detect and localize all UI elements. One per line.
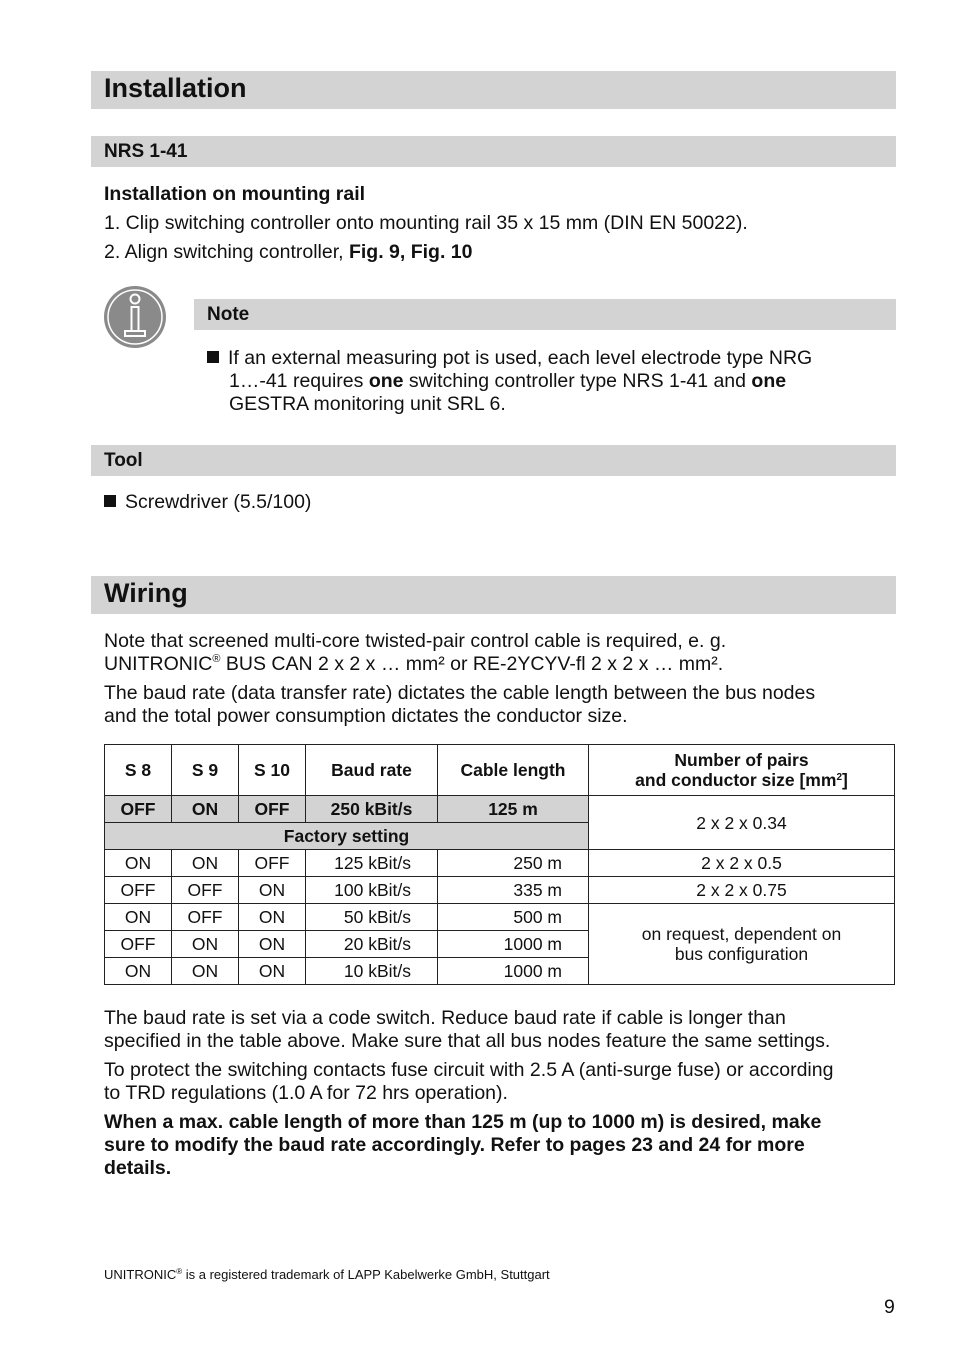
table-cell: ON [172,958,239,985]
table-cell: 125 m [438,796,589,823]
note-line-2: 1…-41 requires one switching controller type NRS 1-41 and one [229,370,787,392]
page-number: 9 [884,1296,895,1318]
rail-title: Installation on mounting rail [104,183,366,205]
table-cell: 250 kBit/s [306,796,438,823]
bullet-square-icon [104,495,116,507]
table-cell: 100 kBit/s [306,877,438,904]
table-cell: ON [172,796,239,823]
wiring-para-1-line-1: Note that screened multi-core twisted-pair control cable is required, e. g. [104,630,727,652]
table-row [105,850,895,877]
info-icon [103,285,167,349]
table-cell: OFF [239,796,306,823]
wiring-para-3-line-1: The baud rate is set via a code switch. Reduce baud rate if cable is longer than [104,1007,786,1029]
table-cell: ON [239,904,306,931]
table-cell: 10 kBit/s [306,958,438,985]
installation-heading-bar [91,71,896,109]
table-cell: 50 kBit/s [306,904,438,931]
table-cell: 1000 m [438,931,589,958]
wiring-warning-line-2: sure to modify the baud rate accordingly. Refer to pages 23 and 24 for more [104,1134,805,1156]
table-cell: OFF [105,877,172,904]
note-line-1: If an external measuring pot is used, each level electrode type NRG [207,347,812,370]
step-1: 1. Clip switching controller onto mounting rail 35 x 15 mm (DIN EN 50022). [104,212,748,234]
table-cell: 250 m [438,850,589,877]
step-2 [104,241,473,264]
step-2-text: 2. Align switching controller, [104,241,349,263]
wiring-para-1-line-2: UNITRONIC® BUS CAN 2 x 2 x … mm² or RE-2YCYV-fl 2 x 2 x … mm². [104,653,724,675]
wiring-para-4-line-2: to TRD regulations (1.0 A for 72 hrs operation). [104,1082,508,1104]
step-2-figure-ref: Fig. 9, Fig. 10 [348,241,473,263]
factory-setting-label: Factory setting [105,823,589,850]
note-heading: Note [207,304,250,325]
table-row-factory [105,796,895,823]
tool-heading-bar [91,445,896,476]
installation-heading: Installation [104,73,247,103]
table-cell: OFF [105,931,172,958]
bullet-square-icon [207,351,219,363]
table-cell: ON [239,877,306,904]
wiring-para-2-line-1: The baud rate (data transfer rate) dictates the cable length between the bus nodes [104,682,816,704]
table-row [105,877,895,904]
header-cell: S 10 [239,745,306,796]
table-cell: OFF [172,904,239,931]
table-cell-size: 2 x 2 x 0.5 [589,850,895,877]
table-cell: OFF [172,877,239,904]
trademark-footnote: UNITRONIC® is a registered trademark of LAPP Kabelwerke GmbH, Stuttgart [104,1267,550,1282]
table-cell: 335 m [438,877,589,904]
header-cell: S 9 [172,745,239,796]
baud-rate-table [104,744,895,985]
table-cell: ON [105,958,172,985]
table-cell: 1000 m [438,958,589,985]
tool-heading: Tool [104,450,143,471]
table-cell: 125 kBit/s [306,850,438,877]
nrs-heading-bar [91,136,896,167]
table-cell: ON [105,904,172,931]
wiring-warning-line-1: When a max. cable length of more than 125 m (up to 1000 m) is desired, make [104,1111,822,1133]
table-cell: ON [172,931,239,958]
table-cell: ON [239,958,306,985]
table-row [105,904,895,931]
nrs-heading: NRS 1-41 [104,141,188,162]
wiring-para-3-line-2: specified in the table above. Make sure that all bus nodes feature the same settings. [104,1030,831,1052]
note-line-3: GESTRA monitoring unit SRL 6. [229,393,506,415]
table-cell: 500 m [438,904,589,931]
table-cell: OFF [239,850,306,877]
table-cell: 20 kBit/s [306,931,438,958]
header-cell: Cable length [438,745,589,796]
header-cell: Baud rate [306,745,438,796]
table-cell: ON [172,850,239,877]
table-cell: ON [239,931,306,958]
table-cell-size-request: on request, dependent on bus configuration [589,904,895,985]
table-cell-size: 2 x 2 x 0.34 [589,796,895,850]
tool-item: Screwdriver (5.5/100) [104,491,311,514]
table-cell: OFF [105,796,172,823]
note-heading-bar [194,299,896,330]
table-cell-size: 2 x 2 x 0.75 [589,877,895,904]
wiring-warning-line-3: details. [104,1157,172,1179]
table-cell: ON [105,850,172,877]
header-cell: S 8 [105,745,172,796]
table-header-row [105,745,895,796]
wiring-para-2-line-2: and the total power consumption dictates the conductor size. [104,705,628,727]
header-cell-pairs: Number of pairs and conductor size $[mm^2]$ [589,745,895,796]
wiring-para-4-line-1: To protect the switching contacts fuse circuit with 2.5 A (anti-surge fuse) or according [104,1059,834,1081]
wiring-heading-bar [91,576,896,614]
wiring-heading: Wiring [104,578,188,608]
